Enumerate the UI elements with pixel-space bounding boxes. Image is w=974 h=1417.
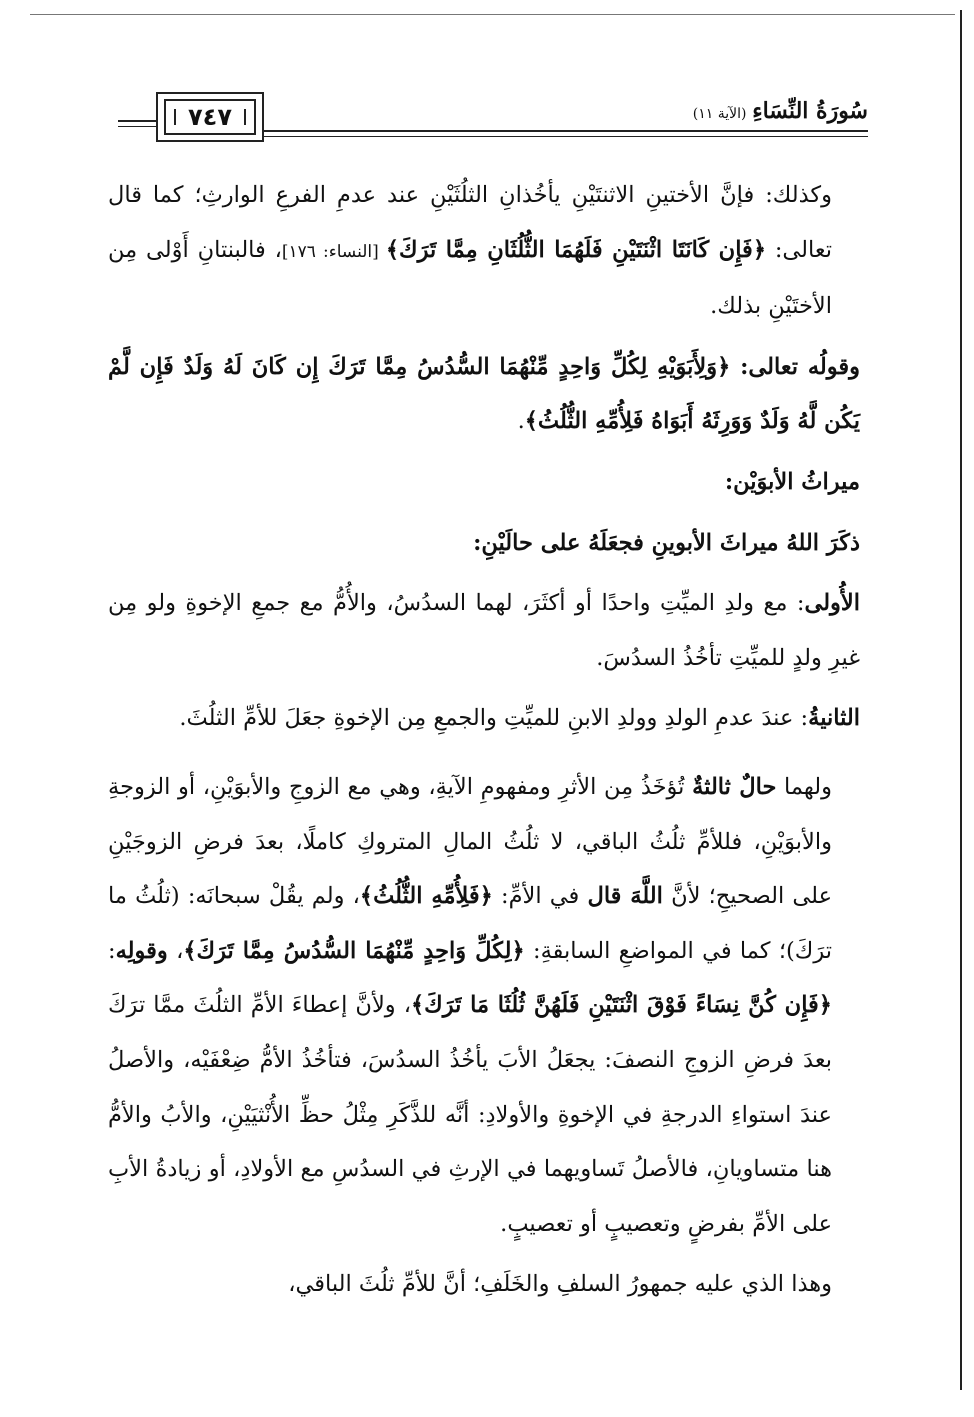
surah-title: سُورَةُ النِّسَاءِ [752,98,868,124]
header-rule-left [118,120,156,122]
p5-text-3: في الأمِّ: [492,883,588,910]
p6-text: وهذا الذي عليه جمهورُ السلفِ والخَلَفِ؛ أنَّ للأمِّ ثلُثَ الباقي، [288,1271,832,1298]
paragraph-sisters [108,168,860,334]
page-number: ٧٤٧ [164,99,256,135]
paragraph-case-two [108,691,860,746]
allah-said: اللَّهَ قال [587,883,663,910]
verse-reference: [النساء: ١٧٦] [281,241,386,262]
quran-verse-parents: ﴿وَلِأَبَوَيْهِ لِكُلِّ وَاحِدٍ مِّنْهُمَا السُّدُسُ مِمَّا تَرَكَ إِن كَانَ لَهُ وَلَدٌ فَإِن لَّمْ يَكُن لَّهُ وَلَدٌ وَوَرِثَهُ أَبَوَاهُ فَلِأُمِّهِ الثُّلُثُ﴾ [108,353,860,435]
p1-text-2: ، فالبنتانِ أَوْلى مِن الأختَيْنِ بذلك. [108,236,832,320]
case-one-text: : مع ولدِ الميِّتِ واحدًا أو أكثَرَ، لهما السدُسُ، والأُمُّ مع جمعِ الإخوةِ ولو مِن غيرِ ولدٍ للميِّتِ تأخُذُ السدُسَ. [108,590,860,671]
paragraph-third-case [108,760,860,1251]
page-header [118,92,868,148]
case-one-label: الأُولى [804,590,860,617]
third-case-label: حالٌ ثالثةٌ [692,773,777,800]
and-his-saying: وقولِه [115,937,168,964]
p5-text-5: ، [167,937,184,964]
section-heading [108,455,860,510]
case-two-text: : عندَ عدمِ الولدِ وولدِ الابنِ للميِّتِ والجمعِ مِن الإخوةِ جعَلَ للأمِّ الثلُثَ. [179,705,809,732]
paragraph-case-one [108,576,860,685]
page-body [108,168,860,1312]
case-two-label: الثانيةُ [808,705,860,732]
running-title [693,98,868,124]
p5-text-6: : [108,937,116,964]
quran-quote-women-two-thirds: ﴿فَإِن كُنَّ نِسَاءً فَوْقَ اثْنَتَيْنِ فَلَهُنَّ ثُلُثَا مَا تَرَكَ﴾ [410,992,832,1019]
ayah-label: (الآية ١١) [692,106,747,122]
header-rule-left-thin [118,126,156,127]
subheading-two-cases: ذكَرَ اللهُ ميراثَ الأبوينِ فجعَلَهُ على حالَيْنِ: [473,529,860,556]
p5-text-2: تُؤخَذُ مِن الأثرِ ومفهومِ الآيةِ، وهي مع الزوجِ والأبوَيْنِ، أو الزوجةِ والأبوَيْنِ، فللأمِّ ثلُثُ الباقي، لا ثلُثُ المالِ المتروكِ كاملًا، بعدَ فرضِ الزوجَيْنِ على الصحيحِ؛ لأنَّ [108,773,832,910]
paragraph-verse-parents [108,340,860,449]
verse-lead: وقولُه تعالى: [730,353,860,380]
quran-quote-sixth: ﴿لِكُلِّ وَاحِدٍ مِّنْهُمَا السُّدُسُ مِمَّا تَرَكَ﴾ [183,937,525,964]
p5-text-1: ولهما [776,773,832,800]
verse-end: . [517,408,525,435]
p5-text-4: ، ولم يقُلْ سبحانَه: (ثلُثُ ما ترَكَ)؛ كما في المواضعِ السابقةِ: [108,883,832,964]
header-rule-right [264,130,868,132]
heading-parents-inheritance: ميراثُ الأبوَيْن: [724,468,860,495]
paragraph-majority [108,1257,860,1312]
page-number-frame [156,92,264,142]
section-subheading [108,516,860,571]
quran-quote-nisa-176: ﴿فَإِن كَانَتَا اثْنَتَيْنِ فَلَهُمَا الثُّلُثَانِ مِمَّا تَرَكَ﴾ [385,236,766,263]
quran-quote-mother-third: ﴿فَلِأُمِّهِ الثُّلُثُ﴾ [359,883,493,910]
p1-text-1: وكذلك: فإنَّ الأختينِ الاثنتَيْنِ يأخُذانِ الثلُثَيْنِ عند عدمِ الفرعِ الوارثِ؛ كما قال تعالى: [108,182,832,263]
header-rule-right-thin [264,136,868,137]
p5-text-7: ، ولأنَّ إعطاءَ الأمِّ الثلُثَ ممَّا ترَكَ بعدَ فرضِ الزوجِ النصفَ: يجعَلُ الأبَ يأخُذُ السدُسَ، فتأخُذُ الأمُّ ضِعْفَيْه، والأصلُ عندَ استواءِ الدرجةِ في الإخوةِ والأولادِ: أنَّه للذَّكَرِ مِثْلُ حظِّ الأُنْثيَيْنِ، والأبُ والأمُّ هنا متساويانِ، فالأصلُ تَساويهما في الإرثِ في السدُسِ مع الأولادِ، أو زيادةُ الأبِ على الأمِّ بفرضٍ وتعصيبٍ أو تعصيبٍ. [108,992,832,1237]
